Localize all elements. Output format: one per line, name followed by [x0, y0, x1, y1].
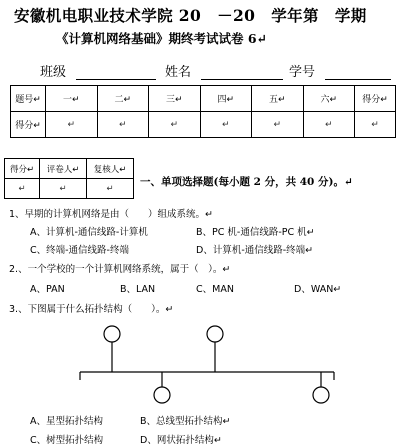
question-1-option-a: A、计算机-通信线路-计算机: [30, 227, 148, 238]
section-title: 一、单项选择题(每小题 2 分，共 40 分)。↵: [140, 176, 353, 188]
score-cell: ↵: [97, 112, 149, 138]
grader-cell: ↵: [40, 179, 87, 199]
score-header-cell: 二↵: [97, 86, 149, 112]
grader-header-cell: 复核人↵: [87, 159, 134, 179]
exam-title: 安徽机电职业技术学院 20 －20 学年第 学期: [14, 6, 367, 25]
grader-header-cell: 评卷人↵: [40, 159, 87, 179]
question-2-option-d: D、WAN↵: [294, 284, 342, 295]
network-node: [207, 326, 223, 342]
question-3-option-b: B、总线型拓扑结构↵: [140, 416, 231, 427]
grader-cell: ↵: [87, 179, 134, 199]
question-3-option-a: A、星型拓扑结构: [30, 416, 103, 427]
score-cell: ↵: [252, 112, 304, 138]
question-2-option-a: A、PAN: [30, 284, 65, 295]
score-header-cell: 得分↵: [355, 86, 396, 112]
question-2-option-b: B、LAN: [120, 284, 156, 295]
score-cell: ↵: [46, 112, 98, 138]
question-2-stem: 2.、一个学校的一个计算机网络系统，属于（ ）。↵: [9, 264, 231, 275]
score-header-cell: 三↵: [149, 86, 201, 112]
question-1-option-d: D、计算机-通信线路-终端↵: [196, 245, 314, 256]
network-node: [104, 326, 120, 342]
score-header-cell: 四↵: [200, 86, 252, 112]
score-cell: ↵: [200, 112, 252, 138]
score-header-cell: 一↵: [46, 86, 98, 112]
grader-header-cell: 得分↵: [5, 159, 40, 179]
question-3-option-d: D、网状拓扑结构↵: [140, 435, 222, 446]
question-3-option-c: C、树型拓扑结构: [30, 435, 104, 446]
question-2-option-c: C、MAN: [196, 284, 234, 295]
score-header-cell: 六↵: [303, 86, 355, 112]
score-cell: ↵: [355, 112, 396, 138]
network-node: [313, 387, 329, 403]
name-label: 姓名: [165, 65, 192, 80]
grader-cell: ↵: [5, 179, 40, 199]
score-cell: ↵: [303, 112, 355, 138]
question-1-stem: 1、早期的计算机网络是由（ ）组成系统。↵: [9, 209, 214, 220]
question-3-stem: 3.、下图属于什么拓扑结构（ ）。↵: [9, 304, 174, 315]
score-header-cell: 五↵: [252, 86, 304, 112]
question-1-option-b: B、PC 机-通信线路-PC 机↵: [196, 227, 315, 238]
id-label: 学号: [289, 65, 316, 80]
network-node: [154, 387, 170, 403]
score-header-cell: 题号↵: [11, 86, 46, 112]
exam-subtitle: 《计算机网络基础》期终考试试卷 6↵: [56, 31, 268, 46]
question-1-option-c: C、终端-通信线路-终端: [30, 245, 129, 256]
score-cell: ↵: [149, 112, 201, 138]
score-row-label: 得分↵: [11, 112, 46, 138]
class-label: 班级: [40, 65, 67, 80]
